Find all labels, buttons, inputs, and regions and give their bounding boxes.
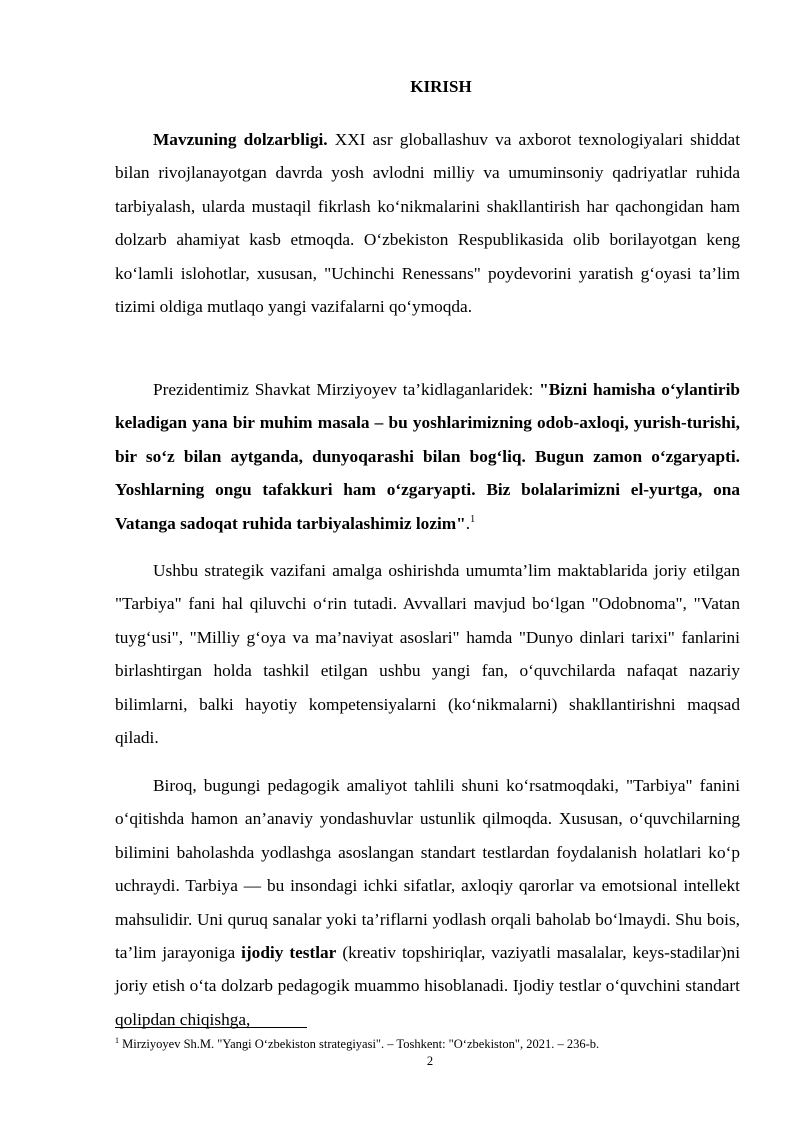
paragraph-text-part2: (kreativ topshiriqlar, vaziyatli masalalar, keys-stadilar)ni joriy etish oʻta dolzarb pedagogik muammo hisoblanadi. Ijodiy testlar oʻquvchini standart qolipdan chiqishga, [115,943,741,1029]
paragraph-text-part1: Biroq, bugungi pedagogik amaliyot tahlili shuni koʻrsatmoqdaki, "Tarbiya" fanini oʻqitishda hamon an’anaviy yondashuvlar ustunlik qilmoqda. Xususan, oʻquvchilarning bilimini baholashda yodlashga asoslangan standart testlardan foydalanish holatlari koʻp uchraydi. Tarbiya — bu insondagi ichki sifatlar, axloqiy qarorlar va emotsional intellekt mahsulidir. Uni quruq sanalar yoki ta’riflarni yodlash orqali baholab boʻlmaydi. Shu bois, ta’lim jarayoniga [115,776,740,963]
paragraph-president-quote [115,373,740,540]
footnote-separator [115,1027,307,1028]
paragraph-practice-analysis [115,769,740,1036]
quote-text: "Bizni hamisha oʻylantirib keladigan yana bir muhim masala – bu yoshlarimizning odob-axloqi, yurish-turishi, bir soʻz bilan aytganda, dunyoqarashi bilan bogʻliq. Bugun zamon oʻzgaryapti. Yoshlarning ongu tafakkuri ham oʻzgaryapti. Biz bolalarimizni el-yurtga, ona Vatanga sadoqat ruhida tarbiyalashimiz lozim" [115,380,740,533]
page-number: 2 [426,1054,434,1068]
paragraph-text: XXI asr globallashuv va axborot texnologiyalari shiddat bilan rivojlanayotgan davrda yosh avlodni milliy va umuminsoniy qadriyatlar ruhida tarbiyalash, ularda mustaqil fikrlash koʻnikmalarini shakllantirish har qachongidan ham dolzarb ahamiyat kasb etmoqda. Oʻzbekiston Respublikasida olib borilayotgan keng koʻlamli islohotlar, xususan, "Uchinchi Renessans" poydevorini yaratish gʻoyasi ta’lim tizimi oldiga mutlaqo yangi vazifalarni qoʻymoqda. [115,130,741,317]
paragraph-emphasis: ijodiy testlar [241,943,337,963]
quote-end: . [465,513,471,533]
footnote-reference[interactable]: 1 [470,513,476,525]
paragraph-lead: Mavzuning dolzarbligi. [153,130,328,149]
paragraph-text: Ushbu strategik vazifani amalga oshirishda umumta’lim maktablarida joriy etilgan "Tarbiya" fani hal qiluvchi oʻrin tutadi. Avvallari mavjud boʻlgan "Odobnoma", "Vatan tuygʻusi", "Milliy gʻoya va ma’naviyat asoslari" hamda "Dunyo dinlari tarixi" fanlarini birlashtirgan holda tashkil etilgan ushbu yangi fan, oʻquvchilarda nafaqat nazariy bilimlarni, balki hayotiy kompetensiyalarni (koʻnikmalarni) shakllantirishni maqsad qiladi. [115,561,740,748]
footnote [115,1036,755,1052]
quote-intro: Prezidentimiz Shavkat Mirziyoyev ta’kidlaganlaridek: [153,380,540,399]
section-title: KIRISH [410,77,472,96]
paragraph-relevance [115,123,740,323]
paragraph-tarbiya-subject [115,554,740,754]
footnote-text: Mirziyoyev Sh.M. "Yangi Oʻzbekiston strategiyasi". – Toshkent: "Oʻzbekiston", 2021. – 236-b. [119,1037,600,1051]
footnote-mark: 1 [115,1035,119,1045]
